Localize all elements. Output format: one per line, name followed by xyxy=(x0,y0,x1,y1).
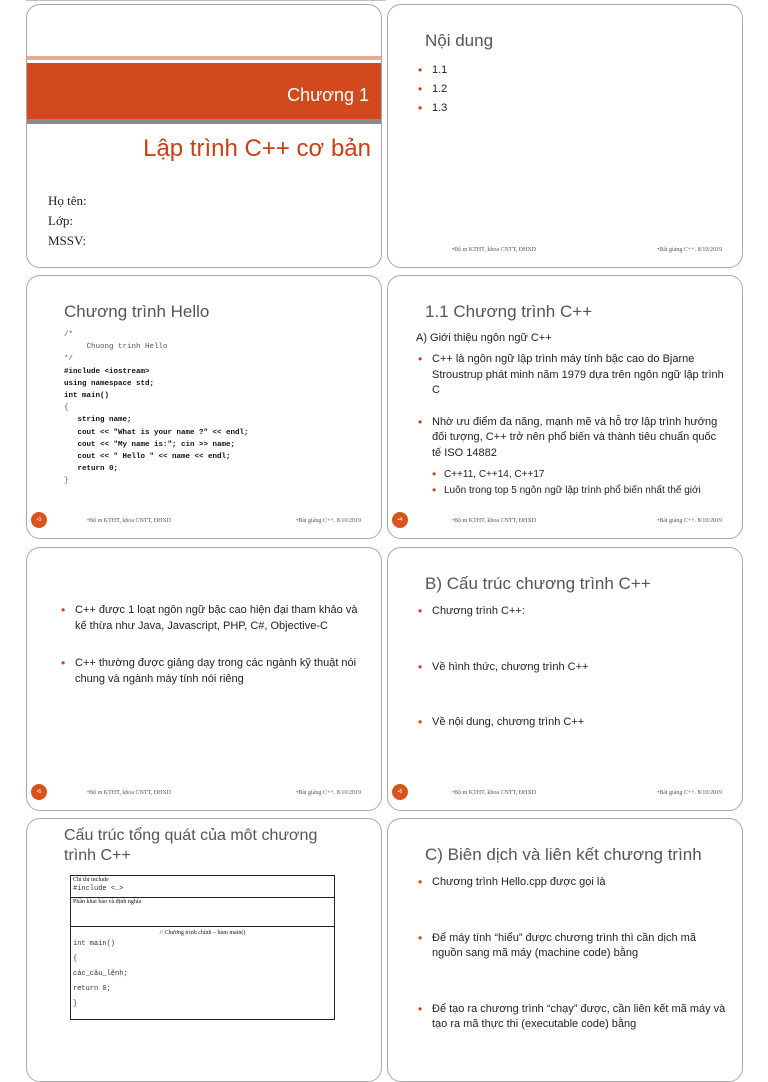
bullet-list xyxy=(414,604,726,731)
list-item: • Nhờ ưu điểm đa năng, mạnh mẽ và hỗ trợ lập trình hướng đối tượng, C++ trở nên phổ biến và thành tiêu chuẩn quốc tế ISO 14882 xyxy=(414,415,726,462)
footer-right: •Bài giảng C++. 8/10/2019 xyxy=(296,790,361,796)
student-info xyxy=(48,191,87,251)
slide-3[interactable] xyxy=(26,275,382,539)
sub-item: • C++11, C++14, C++17 xyxy=(432,467,726,483)
list-item: • Chương trình C++: xyxy=(414,604,726,620)
chapter-label: Chương 1 xyxy=(287,85,369,105)
top-rule xyxy=(26,0,386,1)
footer-left: •Bộ m KTHT, khoa CNTT, ĐHXD xyxy=(452,518,537,524)
list-item: • C++ thường được giảng dạy trong các ngành kỹ thuật nói chung và ngành máy tính nói riêng xyxy=(57,656,365,687)
title-band-bottom xyxy=(27,119,381,124)
slide-title: Chương trình Hello xyxy=(64,302,210,321)
section-heading: A) Giới thiệu ngôn ngữ C++ xyxy=(416,332,552,344)
slide-title: 1.1 Chương trình C++ xyxy=(425,302,593,321)
title-band-top xyxy=(27,56,381,60)
structure-box xyxy=(70,875,335,1020)
footer-left: •Bộ m KTHT, khoa CNTT, ĐHXD xyxy=(452,247,537,253)
student-id-field-label: MSSV: xyxy=(48,233,87,248)
slide-2[interactable] xyxy=(387,4,743,268)
footer-right: •Bài giảng C++. 8/10/2019 xyxy=(296,518,361,524)
slide-title: Nội dung xyxy=(425,31,494,50)
slide-1[interactable] xyxy=(26,4,382,268)
footer-right: •Bài giảng C++. 8/10/2019 xyxy=(657,518,722,524)
list-item: • C++ được 1 loạt ngôn ngữ bậc cao hiện đại tham khảo và kế thừa như Java, Javascript, PHP, C#, Objective-C xyxy=(57,603,365,634)
slide-4[interactable] xyxy=(387,275,743,539)
bullet-list xyxy=(57,603,365,687)
class-field-label: Lớp: xyxy=(48,213,73,228)
page-number-badge: •5 xyxy=(31,784,47,800)
main-label: // Chương trình chính – hàm main() xyxy=(159,930,246,936)
bullet-list xyxy=(414,352,726,461)
name-field-label: Họ tên: xyxy=(48,193,87,208)
declaration-label: Phần khai báo và định nghĩa xyxy=(71,898,334,927)
slide-title: B) Cấu trúc chương trình C++ xyxy=(425,574,651,593)
include-line: #include <…> xyxy=(71,884,334,898)
bullet-list xyxy=(414,875,726,1033)
footer-left: •Bộ m KTHT, khoa CNTT, ĐHXD xyxy=(87,518,172,524)
page-number-badge: •4 xyxy=(392,512,408,528)
code-block: /* Chuong trinh Hello */ #include <iostream> using namespace std; int main() { string name; cout << "What is your name ?" << endl; cout << "My name is:"; cin >> name; cout << " Hello " << name << endl; return 0; } xyxy=(64,331,249,486)
list-item: • Để tạo ra chương trình “chạy” được, cần liên kết mã máy và tạo ra mã thực thi (executable code) bằng xyxy=(414,1002,726,1033)
list-item: • 1.3 xyxy=(414,99,726,118)
footer-left: •Bộ m KTHT, khoa CNTT, ĐHXD xyxy=(87,790,172,796)
list-item: • 1.1 xyxy=(414,61,726,80)
slide-title: Cấu trúc tổng quát của môt chương trình C++ xyxy=(64,827,318,864)
list-item: • Để máy tính “hiểu” được chương trình thì cần dịch mã nguồn sang mã máy (machine code) bằng xyxy=(414,931,726,962)
footer-right: •Bài giảng C++. 8/10/2019 xyxy=(657,790,722,796)
slide-title: C) Biên dịch và liên kết chương trình xyxy=(425,845,702,864)
slide-7[interactable] xyxy=(26,818,382,1082)
content-list xyxy=(414,61,726,118)
main-code: int main() { các_câu_lệnh; return 0; } xyxy=(73,940,128,1008)
footer-left: •Bộ m KTHT, khoa CNTT, ĐHXD xyxy=(452,790,537,796)
slide-title: Lập trình C++ cơ bản xyxy=(143,135,371,162)
list-item: • Chương trình Hello.cpp được gọi là xyxy=(414,875,726,891)
footer-right: •Bài giảng C++. 8/10/2019 xyxy=(657,247,722,253)
sub-item: • Luôn trong top 5 ngôn ngữ lập trình phổ biến nhất thế giới xyxy=(432,483,726,499)
list-item: • Về nội dung, chương trình C++ xyxy=(414,715,726,731)
page-number-badge: •3 xyxy=(31,512,47,528)
list-item: • C++ là ngôn ngữ lập trình máy tính bậc cao do Bjarne Stroustrup phát minh năm 1979 dựa trên ngôn ngữ lập trình C xyxy=(414,352,726,399)
list-item: • Về hình thức, chương trình C++ xyxy=(414,660,726,676)
slide-6[interactable] xyxy=(387,547,743,811)
slide-8[interactable] xyxy=(387,818,743,1082)
list-item: • 1.2 xyxy=(414,80,726,99)
slide-5[interactable] xyxy=(26,547,382,811)
sub-list xyxy=(432,467,726,498)
page-number-badge: •6 xyxy=(392,784,408,800)
include-label: Chỉ thị include xyxy=(73,877,109,883)
